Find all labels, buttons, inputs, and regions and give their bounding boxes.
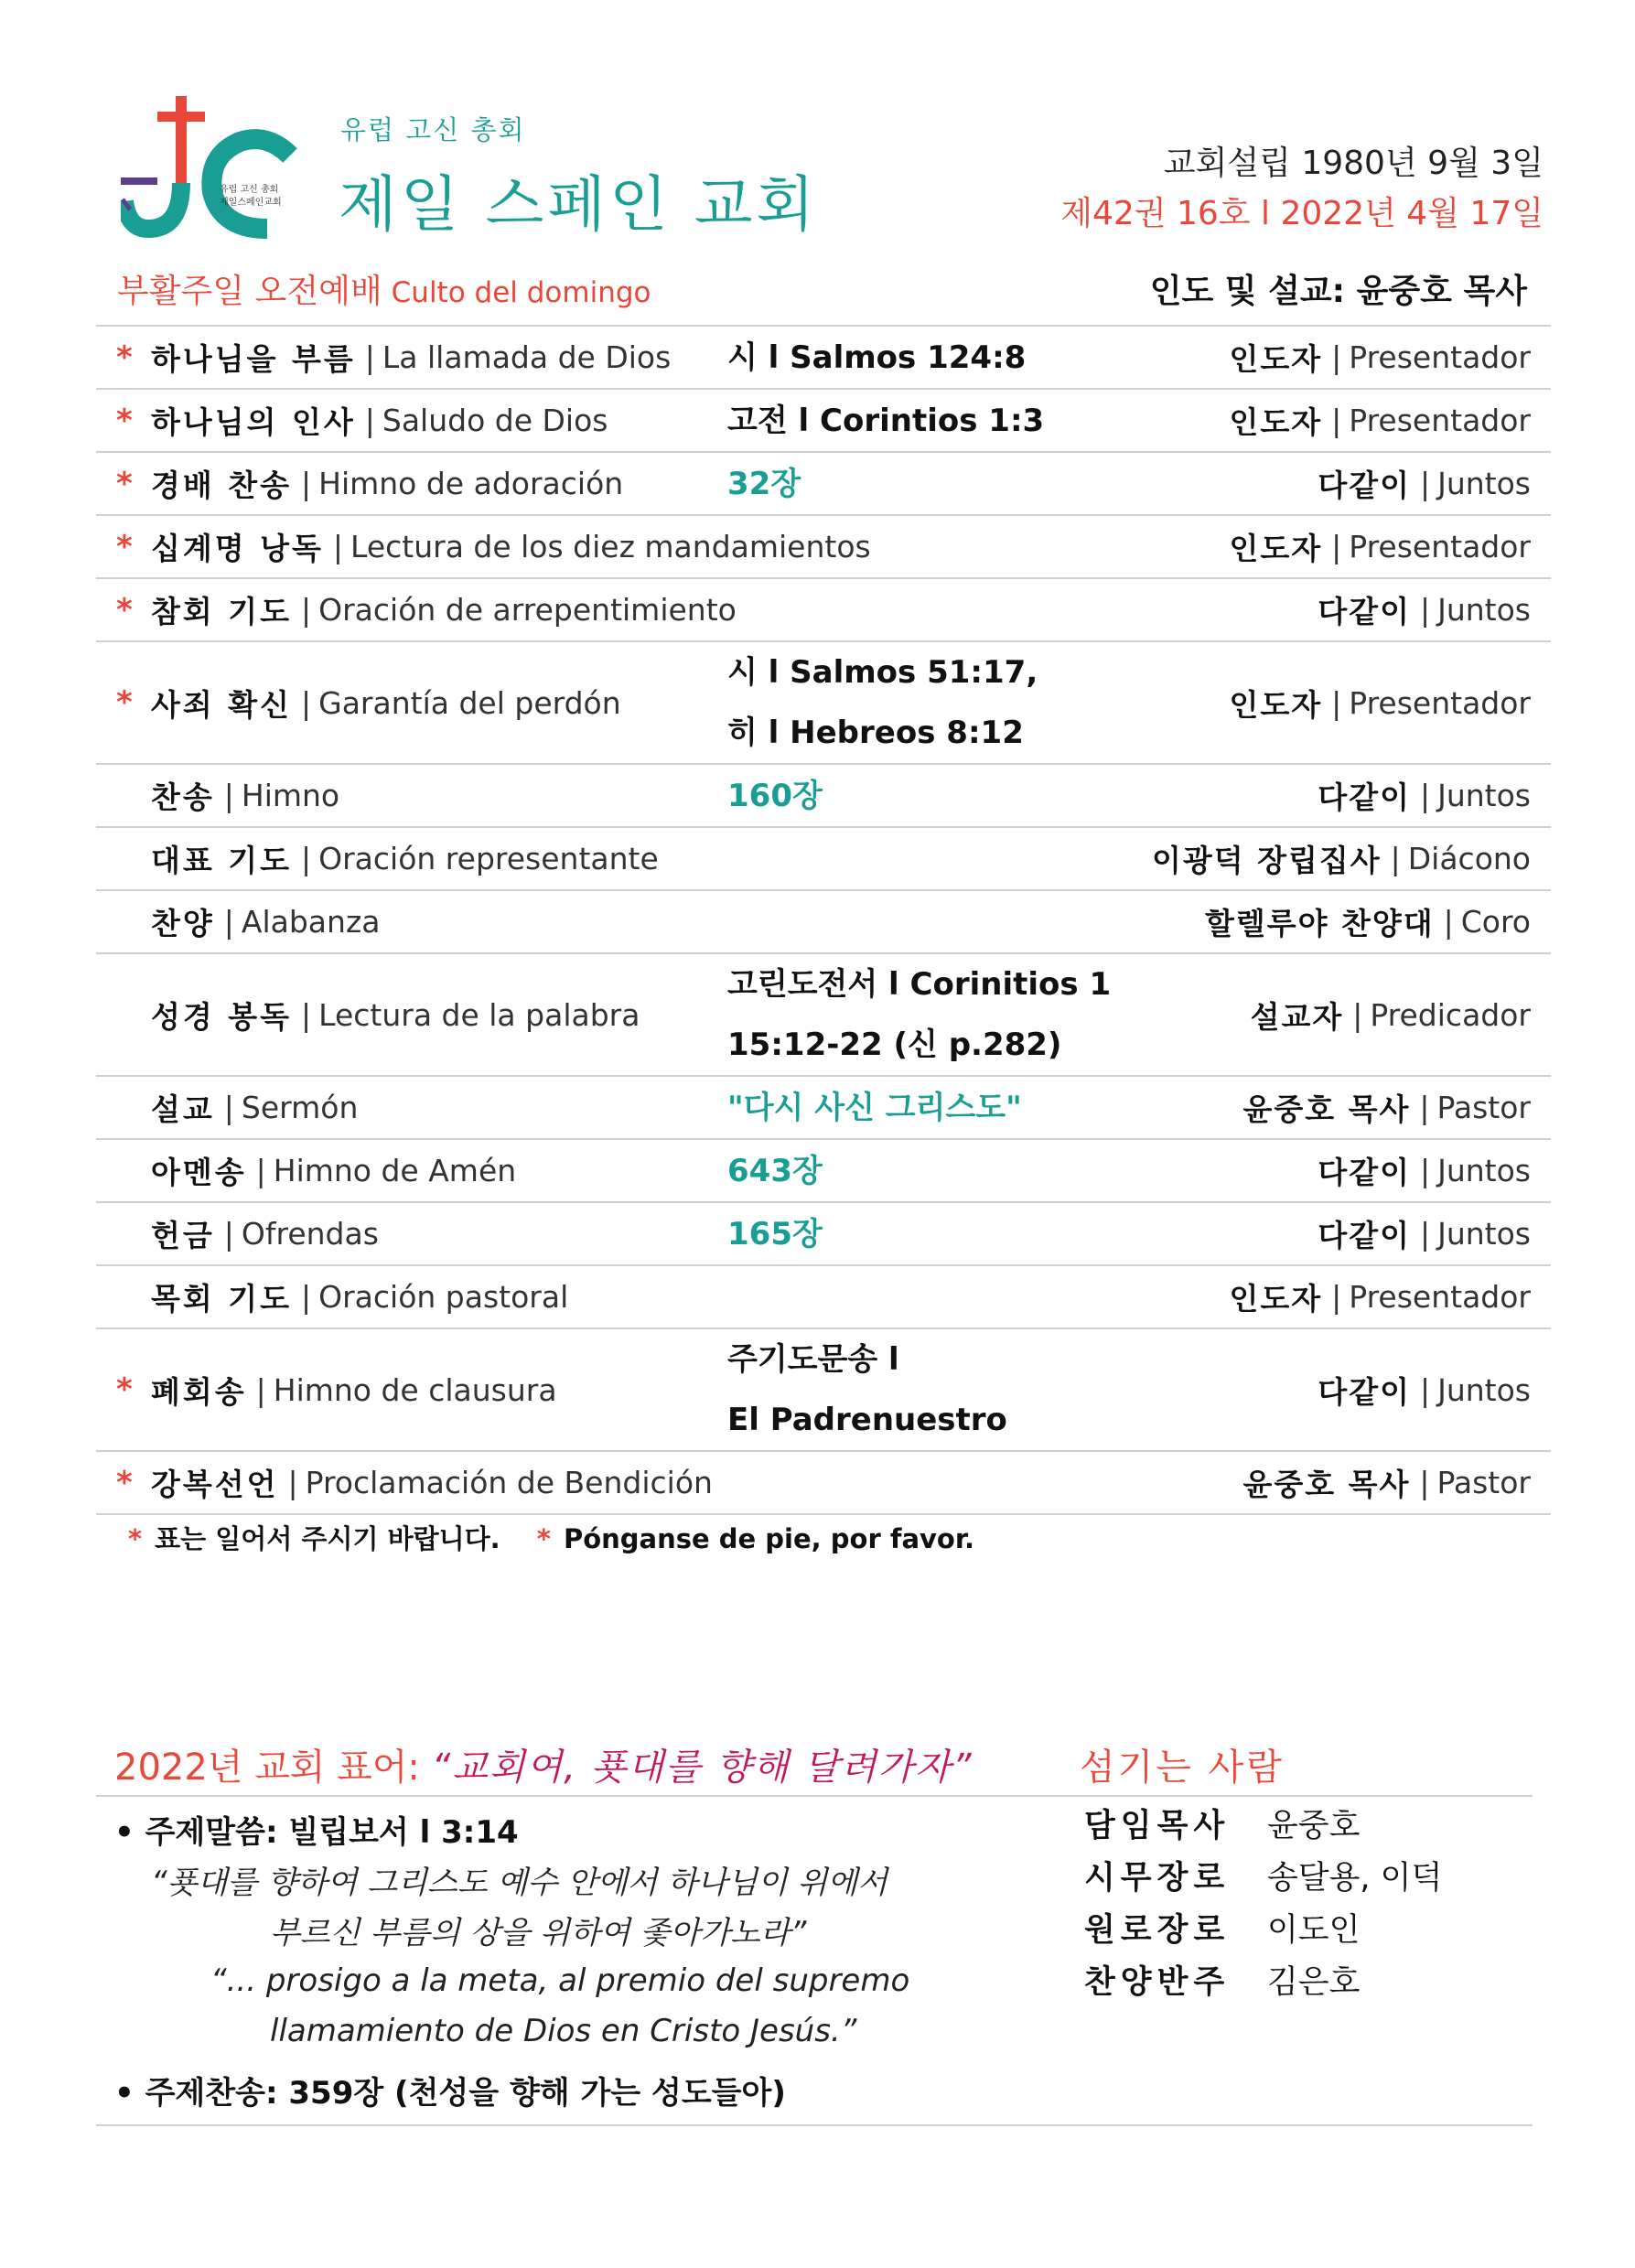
order-presenter (1242, 1452, 1531, 1513)
server-row (1084, 1800, 1360, 1846)
reference-line: 160장 (727, 777, 823, 814)
note-star: * (128, 1523, 143, 1554)
separator: | (301, 592, 312, 628)
order-item (116, 954, 640, 1075)
order-row (96, 453, 1551, 516)
reference-line: 시 l Salmos 124:8 (727, 339, 1027, 376)
presenter-es: Presentador (1349, 684, 1531, 721)
order-row (96, 891, 1551, 954)
servers-title: 섬기는 사람 (1080, 1747, 1285, 1789)
order-reference (727, 390, 1044, 451)
order-item (116, 765, 339, 826)
order-item-es: Himno de clausura (273, 1371, 557, 1408)
theme-verse-ko-2: 부르신 부름의 상을 위하여 좇아가노라” (270, 1915, 807, 1951)
presenter-ko: 다같이 (1318, 594, 1411, 629)
motto-label: 2022년 교회 표어: (114, 1747, 432, 1789)
separator: | (301, 466, 312, 501)
order-row (96, 642, 1551, 765)
motto-quote: “교회여, 푯대를 향해 달려가자” (431, 1747, 973, 1789)
note-star-2: * (536, 1523, 551, 1554)
presenter-es: Pastor (1436, 1090, 1531, 1125)
presenter-es: Juntos (1437, 466, 1531, 501)
order-presenter (1318, 453, 1531, 514)
reference-line: 히 l Hebreos 8:12 (727, 715, 1024, 751)
order-row (96, 579, 1551, 642)
order-item-ko: 강복선언 (151, 1467, 279, 1502)
order-reference (727, 954, 1111, 1075)
order-item (116, 642, 621, 763)
order-presenter (1318, 765, 1531, 826)
church-logo (121, 91, 304, 247)
server-row (1084, 1905, 1360, 1951)
separator: | (255, 1153, 266, 1188)
separator: | (1419, 1465, 1430, 1500)
order-row (96, 1140, 1551, 1203)
order-item-es: Oración pastoral (318, 1279, 569, 1315)
separator: | (1352, 996, 1363, 1033)
order-item-es: Himno (241, 778, 340, 813)
reference-line: 32장 (727, 465, 801, 502)
presenter-es: Juntos (1437, 1371, 1531, 1408)
order-item-es: Himno de adoración (318, 466, 624, 501)
order-item-ko: 하나님을 부름 (151, 341, 356, 377)
order-item (116, 828, 659, 889)
order-item (116, 891, 380, 952)
order-item (116, 579, 737, 640)
order-row (96, 1266, 1551, 1329)
order-item-es: La llamada de Dios (382, 339, 672, 375)
presenter-es: Presentador (1349, 339, 1531, 375)
separator: | (1331, 684, 1342, 721)
stand-marker: * (116, 402, 133, 439)
service-title-es: Culto del domingo (391, 276, 651, 309)
presenter-es: Diácono (1407, 841, 1531, 876)
presenter-ko: 인도자 (1229, 341, 1323, 377)
order-reference (727, 642, 1038, 763)
separator: | (301, 1279, 312, 1315)
presenter-ko: 이광덕 장립집사 (1151, 843, 1382, 878)
order-reference (727, 453, 801, 514)
order-row (96, 1329, 1551, 1452)
separator: | (1331, 339, 1342, 375)
separator: | (1419, 778, 1431, 813)
presenter-ko: 다같이 (1318, 468, 1411, 503)
order-item-es: Oración de arrepentimiento (318, 592, 737, 628)
separator: | (223, 1216, 234, 1252)
presenter-ko: 윤중호 목사 (1242, 1467, 1411, 1502)
separator: | (364, 403, 375, 438)
separator: | (223, 1090, 234, 1125)
reference-line: "다시 사신 그리스도" (727, 1089, 1022, 1126)
presenter-ko: 다같이 (1318, 779, 1411, 815)
order-item-es: Alabanza (241, 904, 381, 940)
server-row (1084, 1957, 1360, 2003)
stand-marker: * (116, 465, 133, 502)
theme-verse-es-2: llamamiento de Dios en Cristo Jesús.” (270, 2013, 857, 2049)
separator: | (287, 1465, 298, 1500)
issue-info: 제42권 16호 l 2022년 4월 17일 (1060, 195, 1544, 232)
order-item-es: Lectura de la palabra (318, 996, 640, 1033)
order-item-es: Himno de Amén (273, 1153, 517, 1188)
reference-line: 고린도전서 l Corinitios 1 (727, 966, 1112, 1003)
logo-text-1: 유럽 고신 총회 (220, 185, 279, 195)
server-role: 찬양반주 (1084, 1964, 1231, 2001)
order-row (96, 954, 1551, 1077)
separator: | (364, 339, 375, 375)
server-role: 담임목사 (1084, 1808, 1231, 1844)
logo-text-2: 제일스페인교회 (220, 198, 282, 208)
theme-verse-es-1: “... prosigo a la meta, al premio del supremo (210, 1962, 910, 1999)
order-row (96, 516, 1551, 579)
presenter-es: Presentador (1349, 1279, 1531, 1315)
presenter-es: Juntos (1437, 1153, 1531, 1188)
order-item-es: Proclamación de Bendición (305, 1465, 713, 1500)
order-row (96, 765, 1551, 828)
church-name: 제일 스페인 교회 (339, 169, 819, 240)
order-presenter (1229, 516, 1531, 577)
order-row (96, 1203, 1551, 1266)
order-row (96, 828, 1551, 891)
theme-verse-label: • 주제말씀: 빌립보서 l 3:14 (114, 1814, 519, 1851)
order-item-es: Lectura de los diez mandamientos (350, 529, 871, 564)
separator: | (301, 996, 312, 1033)
stand-marker: * (116, 1464, 133, 1501)
separator: | (1419, 1371, 1431, 1408)
order-item (116, 1203, 379, 1264)
presenter-es: Presentador (1349, 403, 1531, 438)
order-item-ko: 십계명 낭독 (151, 531, 324, 566)
order-reference (727, 1077, 1022, 1138)
service-leader: 인도 및 설교: 윤중호 목사 (1149, 273, 1527, 310)
order-presenter (1229, 390, 1531, 451)
presenter-ko: 윤중호 목사 (1242, 1091, 1411, 1127)
separator: | (1419, 1153, 1431, 1188)
order-reference (727, 327, 1026, 388)
order-item-es: Garantía del perdón (318, 684, 621, 721)
order-of-service (96, 325, 1551, 1515)
presenter-ko: 인도자 (1229, 686, 1323, 723)
divider (96, 1795, 1533, 1797)
separator: | (1331, 1279, 1342, 1315)
separator: | (1419, 592, 1431, 628)
presenter-es: Predicador (1370, 996, 1531, 1033)
server-role: 원로장로 (1084, 1912, 1231, 1949)
order-item-es: Ofrendas (241, 1216, 379, 1252)
order-presenter (1242, 1077, 1531, 1138)
presenter-es: Juntos (1437, 592, 1531, 628)
note-ko: 표는 일어서 주시기 바랍니다. (155, 1523, 500, 1554)
reference-line: El Padrenuestro (727, 1402, 1007, 1438)
server-role: 시무장로 (1084, 1860, 1231, 1897)
theme-verse-ko-1: “푯대를 향하여 그리스도 예수 안에서 하나님이 위에서 (151, 1865, 888, 1901)
order-row (96, 1077, 1551, 1140)
order-reference (727, 765, 823, 826)
theme-hymn: • 주제찬송: 359장 (천성을 향해 가는 성도들아) (114, 2075, 786, 2112)
stand-marker: * (116, 591, 133, 629)
presenter-es: Coro (1460, 904, 1531, 940)
presenter-es: Pastor (1436, 1465, 1531, 1500)
order-presenter (1152, 828, 1531, 889)
separator: | (1419, 1090, 1430, 1125)
reference-line: 시 l Salmos 51:17, (727, 654, 1038, 691)
order-item-es: Saludo de Dios (382, 403, 608, 438)
order-item (116, 516, 871, 577)
stand-marker: * (116, 684, 133, 721)
presenter-es: Juntos (1437, 778, 1531, 813)
order-item (116, 1140, 516, 1201)
server-names: 송달용, 이덕 (1267, 1860, 1443, 1897)
order-item-ko: 하나님의 인사 (151, 404, 356, 440)
order-presenter (1251, 954, 1531, 1075)
presenter-ko: 설교자 (1250, 998, 1344, 1035)
order-presenter (1318, 1203, 1531, 1264)
presenter-ko: 다같이 (1318, 1373, 1411, 1410)
order-presenter (1205, 891, 1531, 952)
order-item (116, 390, 608, 451)
org-name: 유럽 고신 총회 (340, 114, 526, 145)
order-row (96, 390, 1551, 453)
separator: | (332, 529, 344, 564)
presenter-ko: 인도자 (1229, 531, 1323, 566)
order-item (116, 1329, 557, 1450)
server-names: 이도인 (1267, 1912, 1361, 1949)
order-item-es: Oración representante (318, 841, 659, 876)
presenter-ko: 인도자 (1229, 404, 1323, 440)
order-item (116, 1077, 358, 1138)
server-row (1084, 1853, 1442, 1898)
separator: | (255, 1371, 266, 1408)
separator: | (1419, 466, 1431, 501)
order-reference (727, 1329, 1007, 1450)
presenter-es: Presentador (1349, 529, 1531, 564)
order-item-ko: 찬송 (151, 779, 215, 815)
reference-line: 고전 l Corintios 1:3 (727, 402, 1045, 439)
note-es: Pónganse de pie, por favor. (563, 1523, 975, 1554)
server-names: 윤중호 (1267, 1808, 1361, 1844)
separator: | (1390, 841, 1401, 876)
reference-line: 주기도문송 l (727, 1341, 899, 1378)
presenter-es: Juntos (1437, 1216, 1531, 1252)
separator: | (301, 841, 312, 876)
order-item (116, 1266, 568, 1327)
order-item (116, 327, 671, 388)
order-presenter (1318, 1329, 1531, 1450)
reference-line: 643장 (727, 1152, 823, 1189)
separator: | (1443, 904, 1454, 940)
order-item-ko: 아멘송 (151, 1155, 247, 1190)
order-item-ko: 참회 기도 (151, 594, 293, 629)
presenter-ko: 다같이 (1318, 1218, 1411, 1253)
stand-marker: * (116, 528, 133, 565)
order-item (116, 1452, 713, 1513)
separator: | (223, 904, 234, 940)
order-item-ko: 사죄 확신 (151, 686, 293, 723)
stand-marker: * (116, 339, 133, 376)
order-row (96, 327, 1551, 390)
stand-marker: * (116, 1371, 133, 1408)
order-item-es: Sermón (241, 1090, 359, 1125)
order-presenter (1318, 1140, 1531, 1201)
separator: | (1331, 529, 1342, 564)
order-item-ko: 설교 (151, 1091, 215, 1127)
server-names: 김은호 (1267, 1964, 1361, 2001)
order-presenter (1229, 1266, 1531, 1327)
order-item-ko: 경배 찬송 (151, 468, 293, 503)
order-item-ko: 대표 기도 (151, 843, 293, 878)
reference-line: 165장 (727, 1215, 823, 1252)
separator: | (1331, 403, 1342, 438)
presenter-ko: 할렐루야 찬양대 (1204, 906, 1435, 941)
service-title-ko: 부활주일 오전예배 (117, 273, 382, 310)
reference-line: 15:12-22 (신 p.282) (727, 1027, 1062, 1063)
order-presenter (1229, 642, 1531, 763)
standing-note (128, 1519, 974, 1556)
order-item-ko: 찬양 (151, 906, 215, 941)
order-item-ko: 목회 기도 (151, 1281, 293, 1317)
founded-date: 교회설립 1980년 9월 3일 (1163, 145, 1544, 182)
order-reference (727, 1140, 823, 1201)
order-presenter (1229, 327, 1531, 388)
order-item-ko: 폐회송 (151, 1373, 247, 1410)
separator: | (223, 778, 234, 813)
separator: | (1419, 1216, 1431, 1252)
order-reference (727, 1203, 823, 1264)
divider (96, 2124, 1533, 2126)
order-item (116, 453, 623, 514)
order-item-ko: 헌금 (151, 1218, 215, 1253)
presenter-ko: 인도자 (1229, 1281, 1323, 1317)
presenter-ko: 다같이 (1318, 1155, 1411, 1190)
separator: | (301, 684, 312, 721)
order-presenter (1318, 579, 1531, 640)
order-item-ko: 성경 봉독 (151, 998, 293, 1035)
service-title (117, 265, 651, 312)
motto (114, 1738, 973, 1790)
order-row (96, 1452, 1551, 1515)
